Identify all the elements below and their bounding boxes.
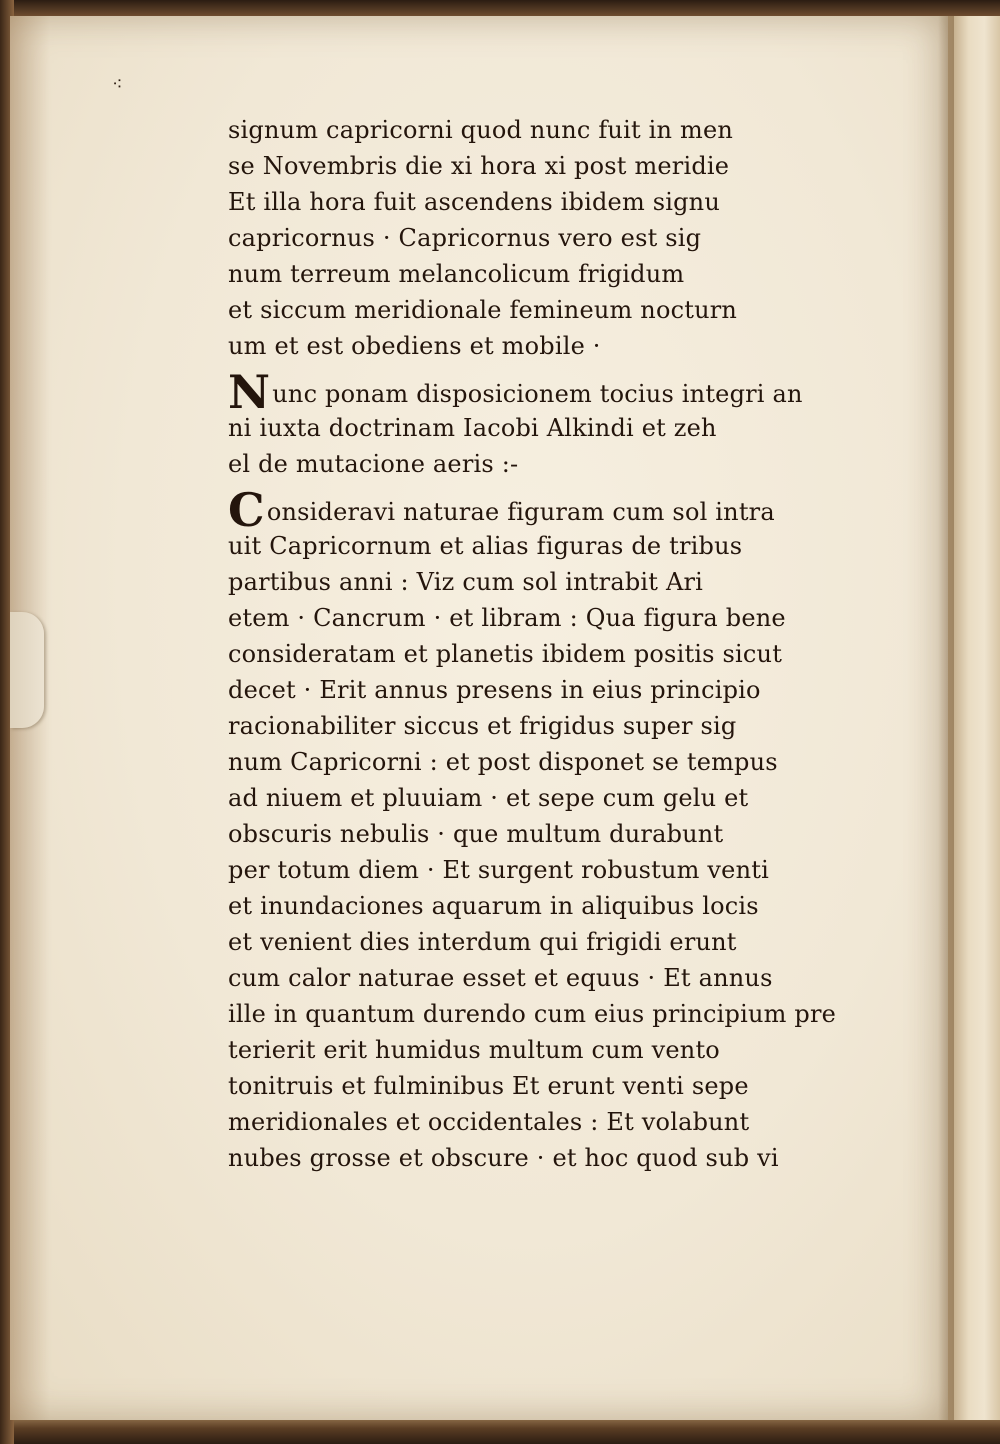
page-marker: ⁖ — [112, 74, 126, 95]
text-line: et venient dies interdum qui frigidi erunt — [228, 928, 737, 956]
text-line: racionabiliter siccus et frigidus super sig — [228, 712, 737, 740]
section-gap — [228, 482, 888, 492]
text-line: partibus anni : Viz cum sol intrabit Ari — [228, 568, 704, 596]
binding-bottom-edge — [0, 1418, 1000, 1444]
initial-letter: N — [228, 365, 271, 419]
text-line: capricornus · Capricornus vero est sig — [228, 224, 702, 252]
text-line: ni iuxta doctrinam Iacobi Alkindi et zeh — [228, 414, 717, 442]
parchment-tab-mark — [10, 612, 44, 728]
text-line: num Capricorni : et post disponet se tempus — [228, 748, 778, 776]
paragraph-1 — [228, 112, 888, 364]
initial-letter: C — [228, 483, 265, 537]
gutter-shadow — [938, 16, 954, 1420]
text-line: etem · Cancrum · et libram : Qua figura bene — [228, 604, 786, 632]
text-line: Et illa hora fuit ascendens ibidem signu — [228, 188, 720, 216]
text-line — [228, 365, 888, 419]
text-line: tonitruis et fulminibus Et erunt venti sepe — [228, 1072, 749, 1100]
manuscript-text — [228, 112, 888, 1176]
paragraph-3 — [228, 483, 888, 1176]
section-gap — [228, 364, 888, 374]
text-line: cum calor naturae esset et equus · Et annus — [228, 964, 773, 992]
text-line: terierit erit humidus multum cum vento — [228, 1036, 720, 1064]
text-line: et inundaciones aquarum in aliquibus locis — [228, 892, 759, 920]
text-line: num terreum melancolicum frigidum — [228, 260, 685, 288]
text-line: et siccum meridionale femineum nocturn — [228, 296, 738, 324]
text-line: obscuris nebulis · que multum durabunt — [228, 820, 724, 848]
paragraph-2 — [228, 365, 888, 482]
text-line: meridionales et occidentales : Et volabunt — [228, 1108, 750, 1136]
text-line: decet · Erit annus presens in eius principio — [228, 676, 761, 704]
line-text: onsideravi naturae figuram cum sol intra — [266, 498, 775, 526]
line-text: unc ponam disposicionem tocius integri an — [272, 380, 803, 408]
text-line — [228, 483, 888, 537]
text-line: consideratam et planetis ibidem positis sicut — [228, 640, 783, 668]
text-line: ille in quantum durendo cum eius principium pre — [228, 1000, 837, 1028]
text-line: se Novembris die xi hora xi post meridie — [228, 152, 730, 180]
text-line: ad niuem et pluuiam · et sepe cum gelu et — [228, 784, 749, 812]
text-line: nubes grosse et obscure · et hoc quod sub vi — [228, 1144, 779, 1172]
text-line: per totum diem · Et surgent robustum venti — [228, 856, 769, 884]
text-line: signum capricorni quod nunc fuit in men — [228, 116, 734, 144]
text-line: el de mutacione aeris :- — [228, 450, 519, 478]
facing-page-gutter — [948, 16, 1000, 1420]
text-line: uit Capricornum et alias figuras de tribus — [228, 532, 743, 560]
text-line: um et est obediens et mobile · — [228, 332, 601, 360]
